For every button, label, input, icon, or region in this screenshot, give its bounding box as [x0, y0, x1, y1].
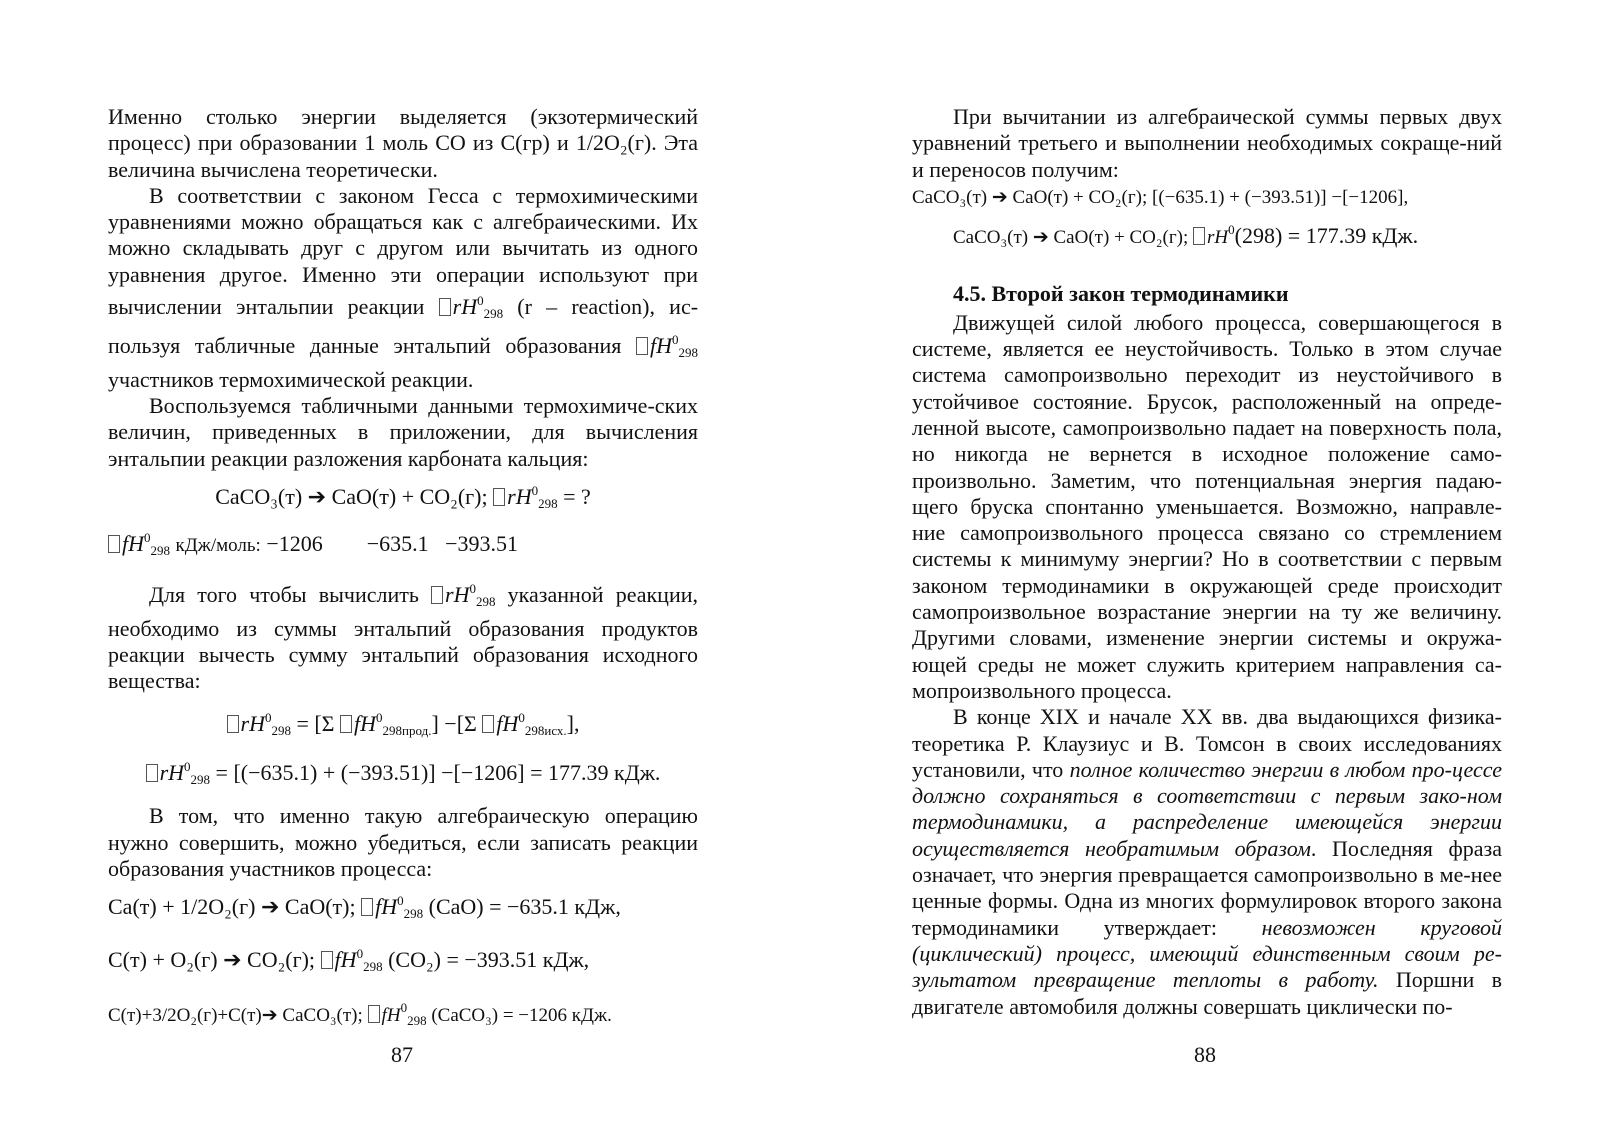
missing-glyph-icon: [431, 586, 443, 604]
missing-glyph-icon: [482, 715, 494, 733]
left-paragraph-1: Именно столько энергии выделяется (экзотермический процесс) при образовании 1 моль СО из С(гр) и 1/2О₂(г). Эта величина вычислена теоретически.: [108, 104, 698, 182]
right-equation-2: CaCO₃(т) ➔ CaO(т) + CO₂(г); $rH^0(298) = 177.39$ кДж.: [953, 222, 1419, 249]
formation-reaction-co2: C(т) + O₂(г) ➔ CO₂(г); $fH^0298$ (CO₂) = −393.51 кДж,: [108, 946, 590, 975]
left-paragraph-4: Для того чтобы вычислить $rH^0298$ указанной реакции, необходимо из суммы энтальпий образования продуктов реакции вычесть сумму энтальпий образования исходного вещества:: [108, 581, 699, 694]
missing-glyph-icon: [340, 715, 352, 733]
right-paragraph-1: При вычитании из алгебраической суммы первых двух уравнений третьего и выполнении необходимых сокраще-ний и переносов получим:: [912, 104, 1502, 182]
formation-reaction-caco3: C(т)+3/2O₂(г)+C(т)➔ CaCO₃(т); $fH^0_{298}$ (CaCO₃) = −1206 кДж.: [108, 999, 612, 1028]
decomposition-equation: CaCO₃(т) ➔ CaO(т) + CO₂(г); $rH^0298$ = ?: [215, 482, 591, 511]
missing-glyph-icon: [368, 1005, 380, 1023]
left-paragraph-3: Воспользуемся табличными данными термохимиче-ских величин, приведенных в приложении, для вычисления энтальпии реакции разложения карбоната кальция:: [108, 392, 698, 471]
right-paragraph-3: В конце XIX и начале XX вв. два выдающихся физика-теоретика Р. Клаузиус и В. Томсон в своих исследованиях установили, что полное количество энергии в любом про-цессе должно сохраняться в соответствии с первым зако-ном термодинамики, а распределение имеющейся энергии осуществляется необратимым образом. Последняя фраза означает, что энергия превращается самопроизвольно в ме-нее ценные формы. Одна из многих формулировок второго закона термодинамики утверждает: невозможен круговой (циклический) процесс, имеющий единственным своим ре-зультатом превращение теплоты в работу. Поршни в двигателе автомобиля должны совершать циклически по-: [912, 704, 1503, 1019]
right-paragraph-2: Движущей силой любого процесса, совершающегося в системе, является ее неустойчивость. Только в этом случае система самопроизвольно переходит из неустойчивого в устойчивое состояние. Брусок, расположенный на опреде-ленной высоте, самопроизвольно падает на поверхность пола, но никогда не вернется в исходное положение само-произвольно. Заметим, что потенциальная энергия падаю-щего бруска спонтанно уменьшается. Возможно, направле-ние самопроизвольного процесса связано со стремлением системы к минимуму энергии? Но в соответствии с первым законом термодинамики в окружающей среде происходит самопроизвольное возрастание энергии на ту же величину. Другими словами, изменение энергии системы и окружа-ющей среды не может служить критерием направления са-мопроизвольного процесса.: [912, 309, 1502, 703]
missing-glyph-icon: [439, 298, 451, 316]
left-paragraph-5: В том, что именно такую алгебраическую операцию нужно совершить, можно убедиться, если записать реакции образования участников процесса:: [108, 803, 698, 881]
page-number-left: 87: [391, 1042, 413, 1067]
hess-numeric-equation: $rH^0298 = [(-635.1) + (-393.51)] -[-1206] = 177.39$ кДж.: [108, 754, 698, 793]
left-paragraph-2: В соответствии с законом Гесса с термохимическими уравнениями можно обращаться как с алгебраическими. Их можно складывать друг с другом или вычитать из одного уравнения другое. Именно эти операции используют при вычислении энтальпии реакции $rH^0298$ (r – reaction), ис-пользуя табличные данные энтальпий образования $fH^0298$ участников термохимической реакции.: [108, 182, 699, 392]
missing-glyph-icon: [361, 898, 373, 916]
missing-glyph-icon: [227, 715, 239, 733]
section-heading: 4.5. Второй закон термодинамики: [953, 281, 1289, 307]
page-number-right: 88: [1194, 1042, 1216, 1067]
missing-glyph-icon: [108, 535, 120, 553]
delta-f-h298-symbol: $fH^0298$: [636, 333, 698, 358]
missing-glyph-icon: [321, 951, 333, 969]
right-page: [912, 104, 1502, 1020]
left-page: [108, 104, 698, 1034]
missing-glyph-icon: [493, 488, 505, 506]
formation-reaction-cao: Ca(т) + 1/2O₂(г) ➔ CaO(т); $fH^0298$ (CaO) = −635.1 кДж,: [108, 893, 621, 922]
missing-glyph-icon: [636, 337, 648, 355]
formation-enthalpy-values: $fH^0298$ кДж/моль: −1206 −635.1 −393.51: [108, 525, 698, 564]
delta-r-h298-symbol: $rH^0298$: [439, 294, 503, 319]
right-equation-1: CaCO₃(т) ➔ CaO(т) + CO₂(г); [(−635.1) + (−393.51)] −[−1206],: [912, 186, 1409, 208]
missing-glyph-icon: [146, 764, 158, 782]
hess-general-equation: $rH^0298 = [\Sigma$ $fH^0298прод.] -[\Sigma$ $fH^0298исх$.],: [108, 705, 698, 744]
missing-glyph-icon: [1193, 227, 1205, 245]
